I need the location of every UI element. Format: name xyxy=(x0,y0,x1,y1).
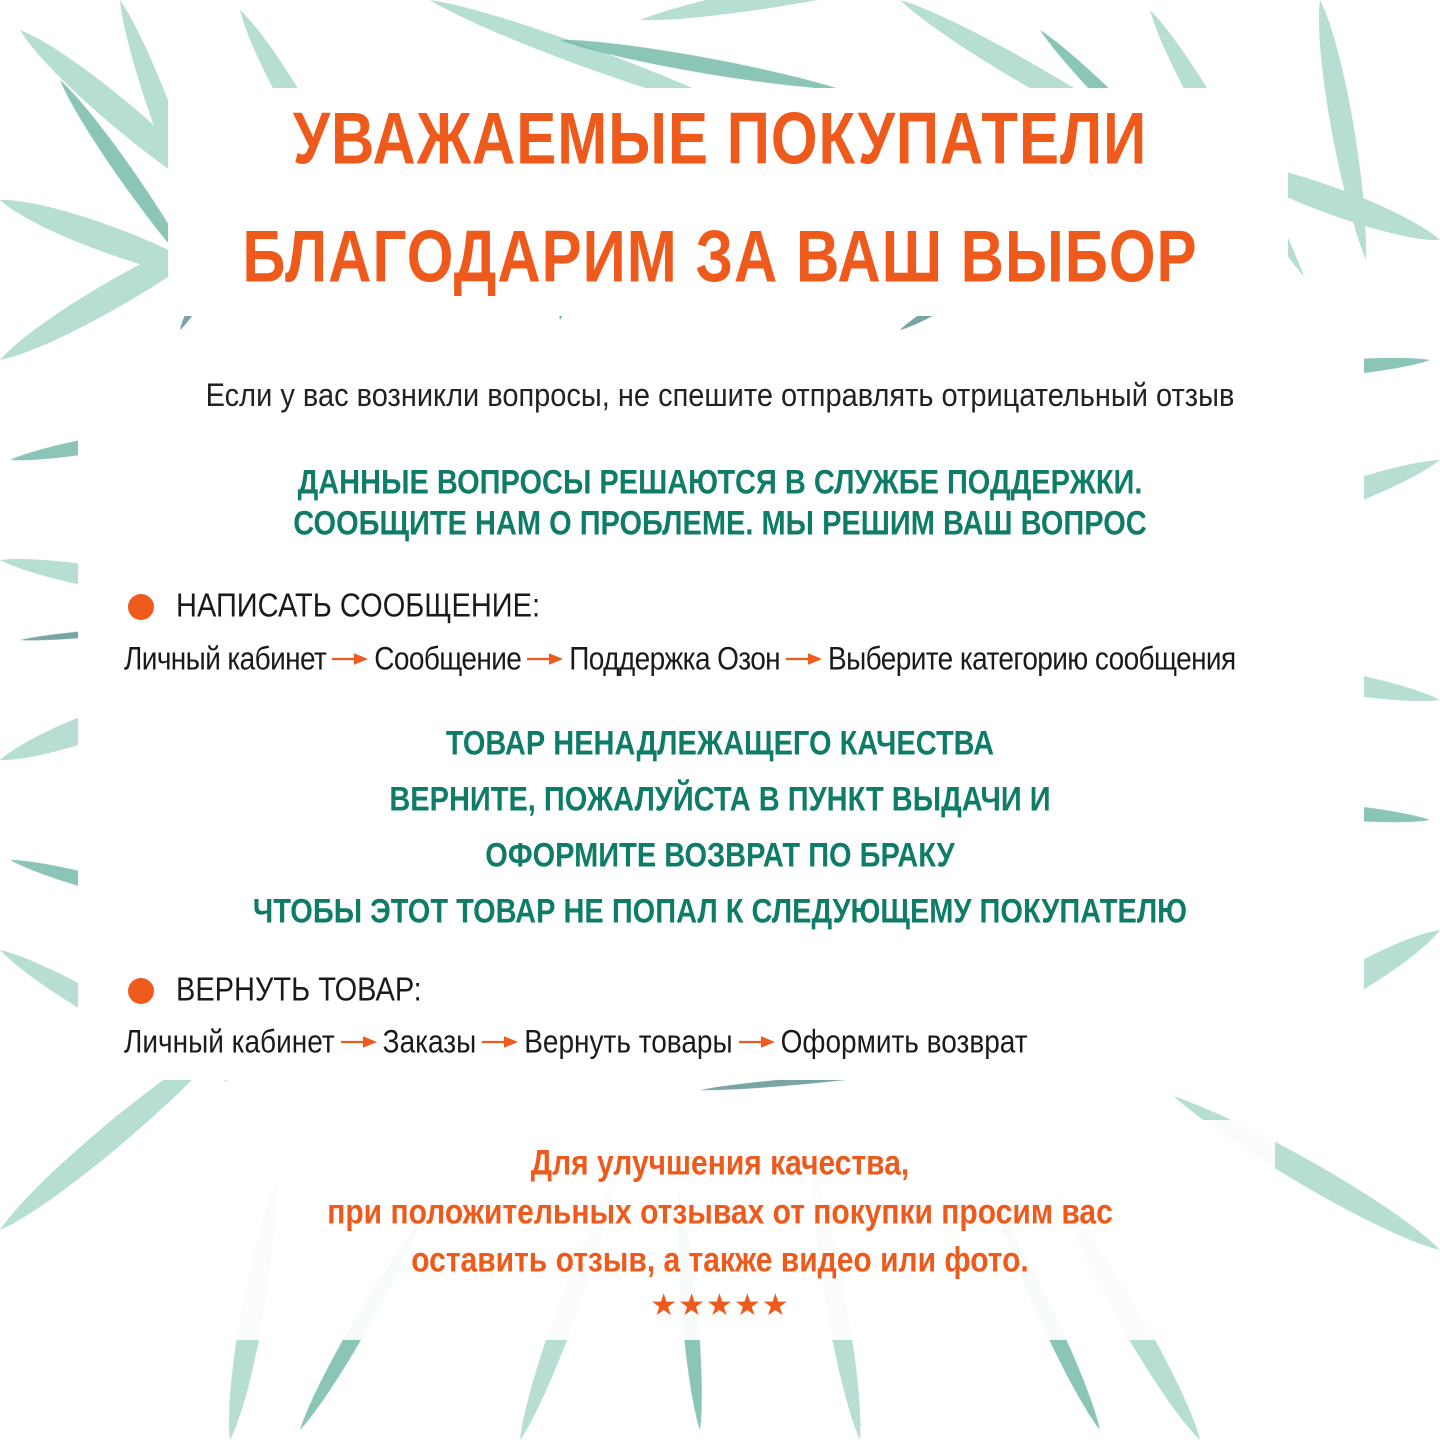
quality-text-line-4: ЧТОБЫ ЭТОТ ТОВАР НЕ ПОПАЛ К СЛЕДУЮЩЕМУ ПОКУПАТЕЛЮ xyxy=(252,893,1188,931)
path-step: Выберите категорию сообщения xyxy=(828,640,1236,677)
message-path xyxy=(124,641,1236,678)
arrow-right-icon xyxy=(786,652,822,666)
content-panel xyxy=(78,350,1364,1080)
path-step: Личный кабинет xyxy=(124,1023,335,1060)
page-subtitle: БЛАГОДАРИМ ЗА ВАШ ВЫБОР xyxy=(242,215,1198,298)
return-heading-label: ВЕРНУТЬ ТОВАР: xyxy=(176,971,422,1009)
return-path xyxy=(124,1024,1028,1061)
path-step: Оформить возврат xyxy=(780,1023,1028,1060)
arrow-right-icon xyxy=(739,1035,775,1049)
return-section-heading xyxy=(128,971,422,1009)
feedback-text-line-1: Для улучшения качества, xyxy=(530,1143,910,1183)
arrow-right-icon xyxy=(341,1035,377,1049)
quality-text-line-2: ВЕРНИТЕ, ПОЖАЛУЙСТА В ПУНКТ ВЫДАЧИ И xyxy=(389,781,1051,819)
message-section-heading xyxy=(128,587,541,625)
arrow-right-icon xyxy=(332,652,368,666)
bullet-dot-icon xyxy=(128,978,154,1004)
path-step: Сообщение xyxy=(374,640,522,677)
bullet-dot-icon xyxy=(128,594,154,620)
star-icon: ★★★★★ xyxy=(650,1289,790,1322)
feedback-text-line-2: при положительных отзывах от покупки просим вас xyxy=(327,1192,1113,1232)
path-step: Заказы xyxy=(382,1023,477,1060)
quality-text-line-3: ОФОРМИТЕ ВОЗВРАТ ПО БРАКУ xyxy=(485,837,955,875)
page-title: УВАЖАЕМЫЕ ПОКУПАТЕЛИ xyxy=(292,97,1148,180)
path-step: Личный кабинет xyxy=(124,640,327,677)
arrow-right-icon xyxy=(527,652,563,666)
path-step: Поддержка Озон xyxy=(569,640,781,677)
path-step: Вернуть товары xyxy=(524,1023,733,1060)
quality-text-line-1: ТОВАР НЕНАДЛЕЖАЩЕГО КАЧЕСТВА xyxy=(445,725,995,763)
support-text-line-1: ДАННЫЕ ВОПРОСЫ РЕШАЮТСЯ В СЛУЖБЕ ПОДДЕРЖКИ. xyxy=(297,464,1143,502)
support-text-line-2: СООБЩИТЕ НАМ О ПРОБЛЕМЕ. МЫ РЕШИМ ВАШ ВОПРОС xyxy=(293,505,1147,543)
message-heading-label: НАПИСАТЬ СООБЩЕНИЕ: xyxy=(176,587,541,625)
feedback-text-line-3: оставить отзыв, а также видео или фото. xyxy=(411,1240,1029,1280)
arrow-right-icon xyxy=(482,1035,518,1049)
intro-text: Если у вас возникли вопросы, не спешите отправлять отрицательный отзыв xyxy=(205,378,1235,414)
